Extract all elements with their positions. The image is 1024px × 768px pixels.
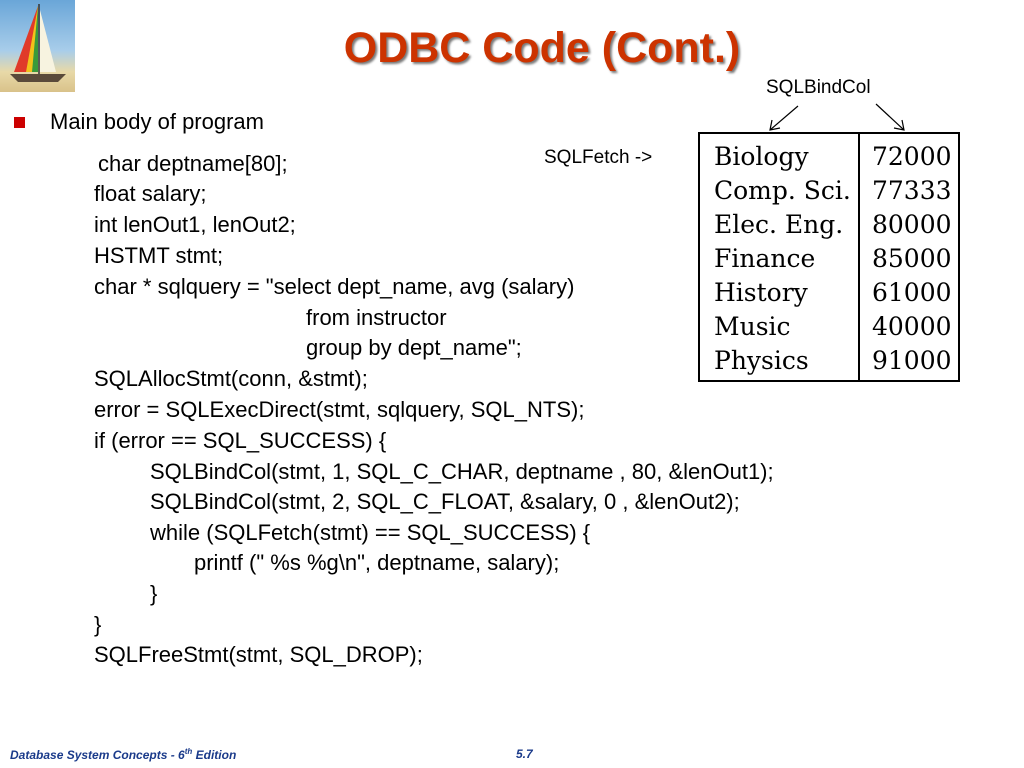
footer-superscript: th bbox=[184, 747, 193, 756]
slide-title: ODBC Code (Cont.) bbox=[343, 24, 741, 72]
code-line: HSTMT stmt; bbox=[94, 243, 224, 268]
salary-cell: 80000 bbox=[872, 210, 952, 239]
code-line: } bbox=[94, 612, 102, 637]
salary-cell: 85000 bbox=[872, 244, 952, 273]
dept-name-cell: Finance bbox=[714, 244, 816, 273]
footer-book-title bbox=[10, 747, 236, 762]
code-line: while (SQLFetch(stmt) == SQL_SUCCESS) { bbox=[150, 520, 591, 545]
salary-cell: 72000 bbox=[872, 142, 952, 171]
code-line: SQLFreeStmt(stmt, SQL_DROP); bbox=[94, 642, 423, 667]
sqlfetch-label: SQLFetch -> bbox=[544, 147, 653, 168]
code-line: SQLBindCol(stmt, 1, SQL_C_CHAR, deptname , 80, &lenOut1); bbox=[150, 459, 774, 484]
code-line: char * sqlquery = "select dept_name, avg (salary) bbox=[94, 274, 575, 299]
dept-name-cell: Comp. Sci. bbox=[714, 176, 851, 205]
bullet-marker bbox=[14, 117, 25, 128]
code-line: from instructor bbox=[306, 305, 447, 330]
code-line: float salary; bbox=[94, 181, 207, 206]
bullet-text: Main body of program bbox=[50, 109, 264, 134]
dept-name-column bbox=[700, 134, 860, 380]
dept-name-cell: Biology bbox=[714, 142, 809, 171]
code-line: printf (" %s %g\n", deptname, salary); bbox=[194, 550, 560, 575]
bindcol-arrows bbox=[760, 100, 920, 136]
sqlbindcol-label: SQLBindCol bbox=[766, 77, 871, 98]
dept-name-cell: Elec. Eng. bbox=[714, 210, 844, 239]
salary-cell: 77333 bbox=[872, 176, 952, 205]
footer-edition-text: Edition bbox=[192, 748, 237, 762]
dept-name-cell: Physics bbox=[714, 346, 809, 375]
dept-name-cell: Music bbox=[714, 312, 791, 341]
footer-book-text: Database System Concepts - 6 bbox=[10, 748, 185, 762]
dept-name-cell: History bbox=[714, 278, 808, 307]
salary-cell: 91000 bbox=[872, 346, 952, 375]
footer-page-number: 5.7 bbox=[516, 747, 533, 761]
salary-column bbox=[860, 134, 958, 380]
code-line: error = SQLExecDirect(stmt, sqlquery, SQL_NTS); bbox=[94, 397, 585, 422]
code-line: if (error == SQL_SUCCESS) { bbox=[94, 428, 387, 453]
code-line: char deptname[80]; bbox=[98, 151, 288, 176]
code-line: group by dept_name"; bbox=[306, 335, 522, 360]
code-line: int lenOut1, lenOut2; bbox=[94, 212, 296, 237]
code-line: SQLBindCol(stmt, 2, SQL_C_FLOAT, &salary, 0 , &lenOut2); bbox=[150, 489, 740, 514]
salary-cell: 61000 bbox=[872, 278, 952, 307]
query-result-table bbox=[698, 132, 960, 382]
code-line: } bbox=[150, 581, 158, 606]
code-line: SQLAllocStmt(conn, &stmt); bbox=[94, 366, 368, 391]
salary-cell: 40000 bbox=[872, 312, 952, 341]
